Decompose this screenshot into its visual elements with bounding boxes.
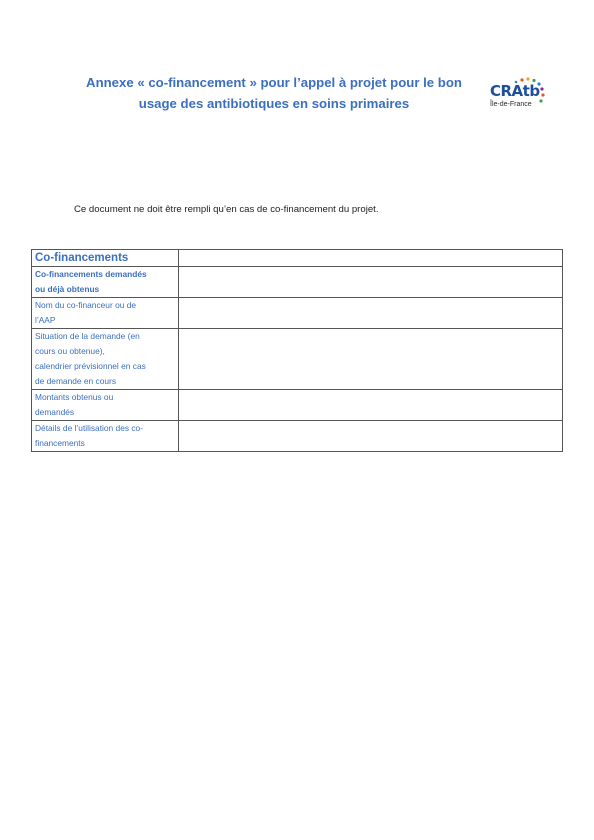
row-label-line: de demande en cours xyxy=(35,376,117,386)
table-row xyxy=(32,267,563,298)
cofinancement-table xyxy=(31,249,563,452)
row-label-line: cours ou obtenue), xyxy=(35,346,105,356)
row-label-line: Détails de l’utilisation des co- xyxy=(35,423,143,433)
row-label-line: Montants obtenus ou xyxy=(35,392,114,402)
logo-dot xyxy=(540,87,543,90)
table-row xyxy=(32,421,563,452)
intro-text: Ce document ne doit être rempli qu’en cas de co-financement du projet. xyxy=(74,204,379,215)
row-label xyxy=(32,329,179,390)
table-header-label: Co-financements xyxy=(32,250,179,267)
logo-dot xyxy=(526,77,529,80)
table-row xyxy=(32,329,563,390)
row-label-line: Co-financements demandés xyxy=(35,269,147,279)
row-value-cell[interactable] xyxy=(179,329,563,390)
row-label-line: financements xyxy=(35,438,85,448)
row-label xyxy=(32,390,179,421)
logo-dot xyxy=(541,93,544,96)
title-line-2: usage des antibiotiques en soins primaires xyxy=(138,96,410,111)
row-value-cell[interactable] xyxy=(179,390,563,421)
document-title xyxy=(60,72,488,114)
row-label-line: l’AAP xyxy=(35,315,56,325)
row-value-cell[interactable] xyxy=(179,298,563,329)
row-label-line: Situation de la demande (en xyxy=(35,331,140,341)
table-row xyxy=(32,298,563,329)
table-header-value-cell[interactable] xyxy=(179,250,563,267)
table-header-row xyxy=(32,250,563,267)
title-line-1: Annexe « co-financement » pour l’appel à projet pour le bon xyxy=(86,75,462,90)
row-label xyxy=(32,267,179,298)
table-row xyxy=(32,390,563,421)
cratb-logo xyxy=(484,74,554,114)
row-value-cell[interactable] xyxy=(179,267,563,298)
row-label-line: demandés xyxy=(35,407,75,417)
row-label-line: Nom du co-financeur ou de xyxy=(35,300,137,310)
row-label xyxy=(32,298,179,329)
logo-text: CRAtb xyxy=(490,82,540,100)
row-label-line: ou déjà obtenus xyxy=(35,284,100,294)
logo-subtitle: Île-de-France xyxy=(490,101,532,108)
row-label-line: calendrier prévisionnel en cas xyxy=(35,361,146,371)
row-value-cell[interactable] xyxy=(179,421,563,452)
row-label xyxy=(32,421,179,452)
